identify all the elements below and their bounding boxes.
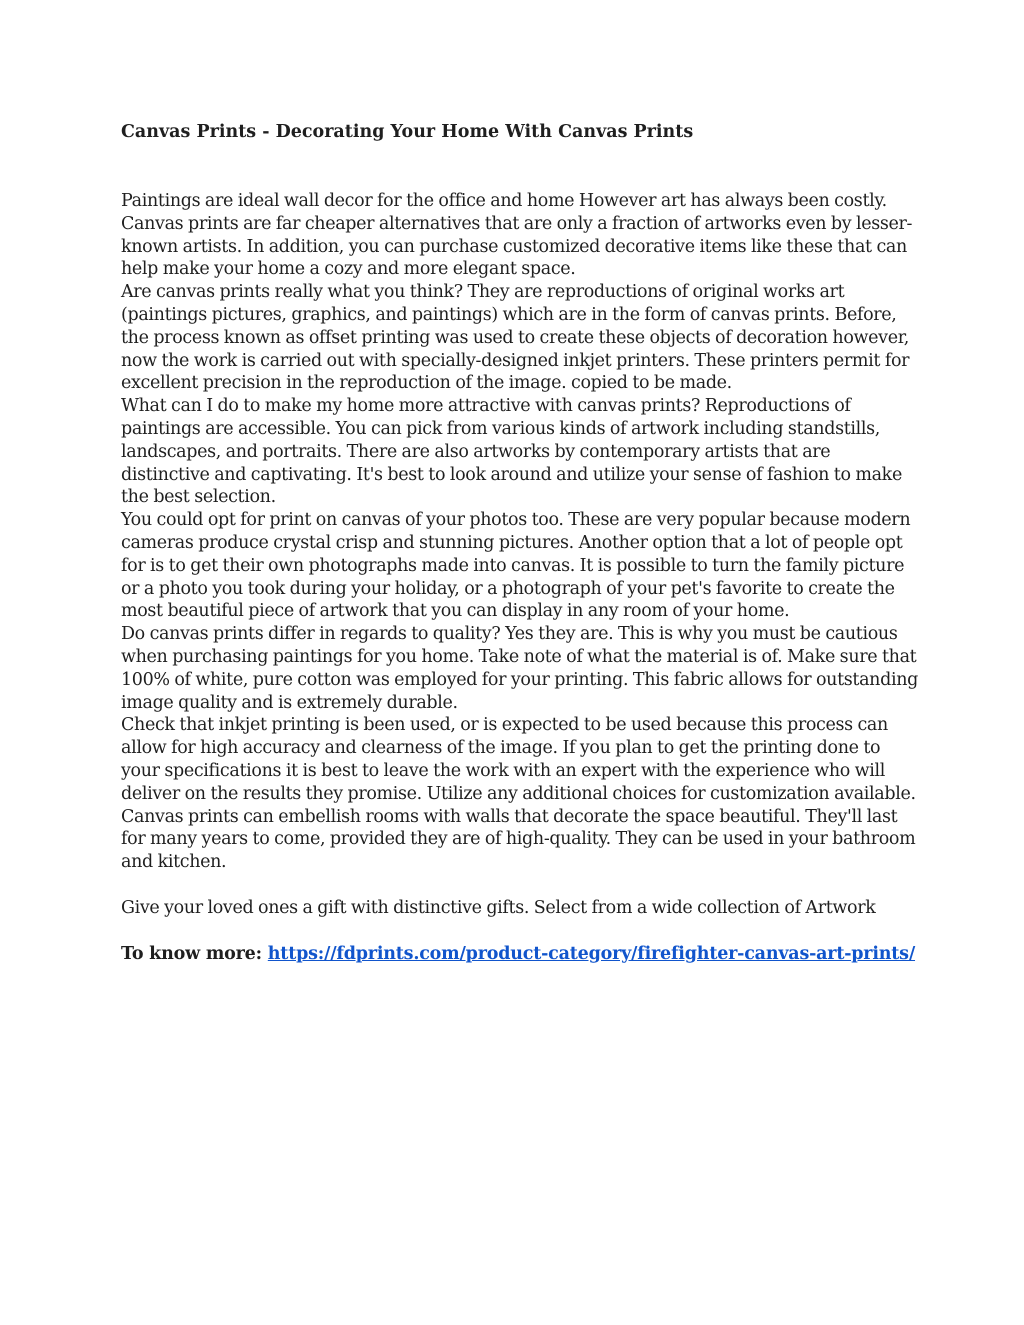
product-link[interactable]: https://fdprints.com/product-category/firefighter-canvas-art-prints/ xyxy=(267,943,916,964)
article-body xyxy=(121,190,921,874)
paragraph: Are canvas prints really what you think? They are reproductions of original works art (paintings pictures, graphics, and paintings) which are in the form of canvas prints. Before, the process known as offset printing was used to create these objects of decoration however, now the work is carried out with specially-designed inkjet printers. These printers permit for excellent precision in the reproduction of the image. copied to be made. xyxy=(121,282,910,394)
paragraph: Do canvas prints differ in regards to quality? Yes they are. This is why you must be cautious when purchasing paintings for you home. Take note of what the material is of. Make sure that 100% of white, pure cotton was employed for your printing. This fabric allows for outstanding image quality and is extremely durable. xyxy=(121,624,918,713)
paragraph: What can I do to make my home more attractive with canvas prints? Reproductions of paintings are accessible. You can pick from various kinds of artwork including standstills, landscapes, and portraits. There are also artworks by contemporary artists that are distinctive and captivating. It's best to look around and utilize your sense of fashion to make the best selection. xyxy=(121,396,902,508)
paragraph: Canvas prints can embellish rooms with walls that decorate the space beautiful. They'll last for many years to come, provided they are of high-quality. They can be used in your bathroom and kitchen. xyxy=(121,806,916,873)
gift-line: Give your loved ones a gift with distinctive gifts. Select from a wide collection of Artwork xyxy=(121,897,876,918)
paragraph: Paintings are ideal wall decor for the office and home However art has always been costly. Canvas prints are far cheaper alternatives that are only a fraction of artworks even by lesser-known artists. In addition, you can purchase customized decorative items like these that can help make your home a cozy and more elegant space. xyxy=(121,191,913,280)
know-more xyxy=(121,943,921,966)
paragraph: You could opt for print on canvas of your photos too. These are very popular because modern cameras produce crystal crisp and stunning pictures. Another option that a lot of people opt for is to get their own photographs made into canvas. It is possible to turn the family picture or a photo you took during your holiday, or a photograph of your pet's favorite to create the most beautiful piece of artwork that you can display in any room of your home. xyxy=(121,510,911,622)
know-more-label: To know more: xyxy=(121,943,262,964)
paragraph: Check that inkjet printing is been used, or is expected to be used because this process can allow for high accuracy and clearness of the image. If you plan to get the printing done to your specifications it is best to leave the work with an expert with the experience who will deliver on the results they promise. Utilize any additional choices for customization available. xyxy=(121,715,916,804)
document-title: Canvas Prints - Decorating Your Home With Canvas Prints xyxy=(121,122,694,142)
document-page xyxy=(121,118,921,966)
